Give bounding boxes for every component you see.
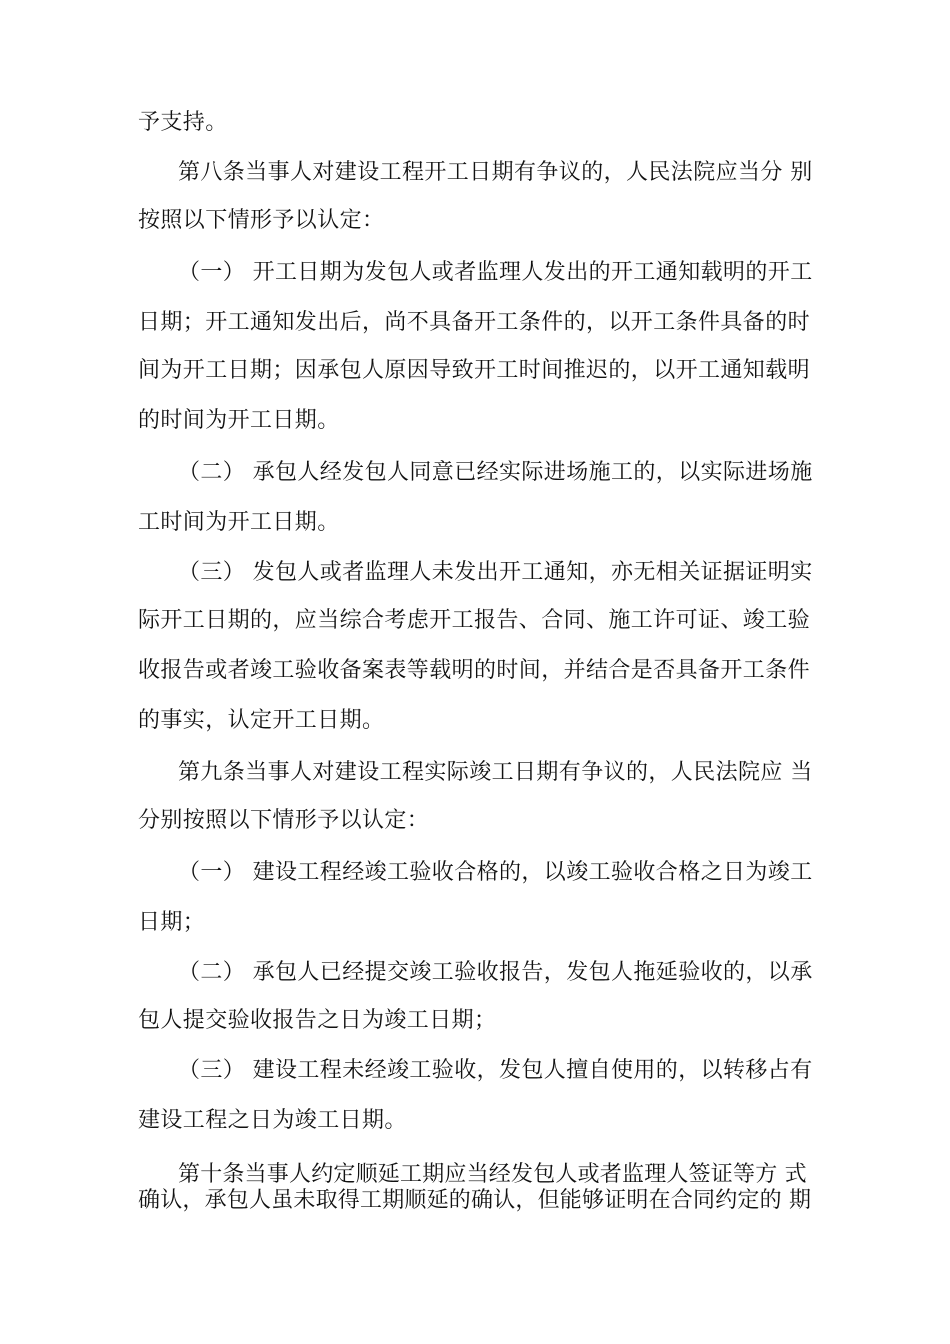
text-line: 日期；开工通知发出后，尚不具备开工条件的，以开工条件具备的时 — [138, 310, 811, 335]
text-line: 第十条当事人约定顺延工期应当经发包人或者监理人签证等方 式 — [178, 1162, 807, 1187]
text-line: （二） 承包人已经提交竣工验收报告，发包人拖延验收的，以承 — [178, 960, 813, 985]
text-line: 际开工日期的，应当综合考虑开工报告、合同、施工许可证、竣工验 — [138, 608, 811, 633]
text-line: 按照以下情形予以认定： — [138, 208, 385, 233]
text-line: 日期； — [138, 910, 206, 935]
text-line: （一） 开工日期为发包人或者监理人发出的开工通知载明的开工 — [178, 260, 813, 285]
text-line: 的事实，认定开工日期。 — [138, 708, 385, 733]
text-line: 第九条当事人对建设工程实际竣工日期有争议的，人民法院应 当 — [178, 760, 813, 785]
text-line: 工时间为开工日期。 — [138, 510, 340, 535]
text-line: 确认，承包人虽未取得工期顺延的确认，但能够证明在合同约定的 期 — [138, 1188, 812, 1213]
text-line: 分别按照以下情形予以认定： — [138, 808, 430, 833]
text-line: 予支持。 — [138, 110, 228, 135]
text-line: 的时间为开工日期。 — [138, 408, 340, 433]
text-line: （三） 建设工程未经竣工验收，发包人擅自使用的，以转移占有 — [178, 1058, 813, 1083]
text-line: （三） 发包人或者监理人未发出开工通知，亦无相关证据证明实 — [178, 560, 813, 585]
text-line: （二） 承包人经发包人同意已经实际进场施工的，以实际进场施 — [178, 460, 813, 485]
text-line: 间为开工日期；因承包人原因导致开工时间推迟的，以开工通知载明 — [138, 358, 811, 383]
text-line: 建设工程之日为竣工日期。 — [138, 1108, 407, 1133]
text-line: 包人提交验收报告之日为竣工日期； — [138, 1008, 497, 1033]
text-line: 收报告或者竣工验收备案表等载明的时间，并结合是否具备开工条件 — [138, 658, 811, 683]
text-line: （一） 建设工程经竣工验收合格的，以竣工验收合格之日为竣工 — [178, 860, 813, 885]
text-line: 第八条当事人对建设工程开工日期有争议的，人民法院应当分 别 — [178, 160, 813, 185]
